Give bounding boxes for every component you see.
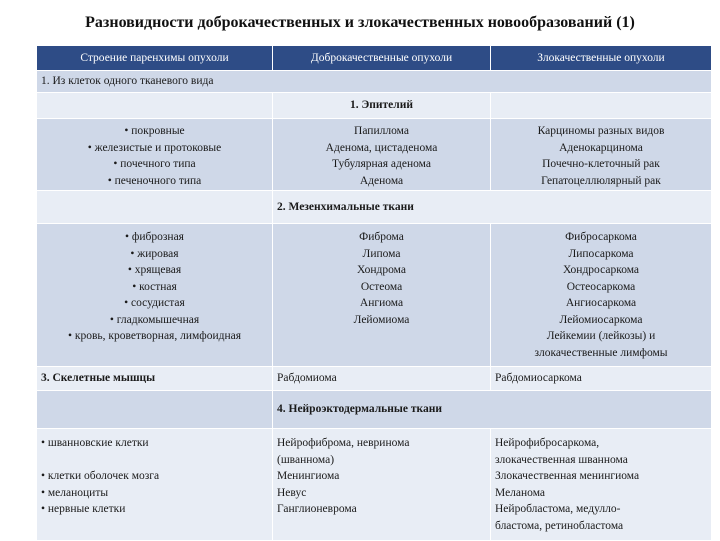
list-item: Ганглионеврома [277,503,357,515]
epithelium-benign [273,119,491,191]
skeletal-type: 3. Скелетные мышцы [37,367,273,391]
list-item: Карциномы разных видов [537,125,665,137]
page-title: Разновидности доброкачественных и злокачественных новообразований (1) [85,14,635,31]
table-row [37,367,712,391]
table-header [37,46,712,71]
list-item: Аденокарцинома [559,141,643,154]
list-item: Фиброма [359,231,404,243]
header-benign: Доброкачественные опухоли [273,46,491,71]
group-one-label: 1. Из клеток одного тканевого вида [37,71,712,93]
table-row [37,119,712,191]
list-item: Лейомиома [353,313,410,326]
list-item: • фиброзная [125,231,184,243]
skeletal-benign: Рабдомиома [273,367,491,391]
list-item: Остеосаркома [566,280,636,293]
list-item: • покровные [124,125,185,137]
header-structure: Строение паренхимы опухоли [37,46,273,71]
section-spacer [491,93,712,119]
list-item: Менингиома [277,470,340,482]
list-item: • клетки оболочек мозга [41,470,160,482]
mesenchymal-types [37,224,273,367]
list-item: • нервные клетки [41,503,126,515]
list-item: Лейомиосаркома [559,313,643,326]
list-item: • шванновские клетки [41,437,149,449]
list-item: • сосудистая [124,297,185,309]
list-item: Хондросаркома [562,264,640,276]
list-item: Папиллома [354,125,409,137]
list-item: Лейкемии (лейкозы) и [546,330,656,342]
list-item: Нейробластома, медулло- [495,503,621,515]
section-neuro: 4. Нейроэктодермальные ткани [273,391,712,429]
list-item: • печеночного типа [107,174,202,187]
list-item: • жировая [130,247,179,260]
section-row [37,191,712,224]
tumor-table [36,45,712,541]
neuro-benign [273,429,491,541]
list-item: Липома [362,247,401,260]
list-item: Хондрома [357,264,406,276]
table-row [37,224,712,367]
list-item: Фибросаркома [565,231,637,243]
list-item: Аденома [359,174,404,187]
section-mesenchymal: 2. Мезенхимальные ткани [273,191,712,224]
list-item: бластома, ретинобластома [495,519,624,532]
list-item: злокачественные лимфомы [534,346,668,359]
neuro-malignant [491,429,712,541]
group-row [37,71,712,93]
list-item: • гладкомышечная [109,313,200,326]
skeletal-malignant: Рабдомиосаркома [491,367,712,391]
list-item: Нейрофибросаркома, [495,437,600,449]
mesenchymal-benign [273,224,491,367]
list-item: Злокачественная менингиома [495,470,640,482]
section-row [37,93,712,119]
list-item: Меланома [495,486,546,499]
list-item: • почечного типа [113,158,196,170]
list-item: Ангиосаркома [565,297,637,309]
section-epithelium: 1. Эпителий [273,93,491,119]
list-item: • железистые и протоковые [87,141,222,154]
list-item: • кровь, кроветворная, лимфоидная [67,330,242,342]
list-item: Нейрофиброма, невринома [277,437,410,449]
section-spacer [37,391,273,429]
list-item: Невус [277,486,307,499]
table-row [37,429,712,541]
list-item: Ангиома [359,297,404,309]
section-row [37,391,712,429]
mesenchymal-malignant [491,224,712,367]
list-item: злокачественная шваннома [495,453,628,466]
section-spacer [37,93,273,119]
epithelium-malignant [491,119,712,191]
list-item: Почечно-клеточный рак [542,158,660,170]
list-item: • костная [132,280,177,293]
header-malignant: Злокачественные опухоли [491,46,712,71]
list-item [41,452,268,469]
list-item: (шваннома) [277,453,335,466]
list-item: Липосаркома [568,247,634,260]
list-item: Аденома, цистаденома [325,141,438,154]
list-item: Гепатоцеллюлярный рак [541,174,661,187]
neuro-types [37,429,273,541]
list-item: Остеома [360,280,403,293]
list-item: • меланоциты [41,486,109,499]
list-item: Тубулярная аденома [332,158,431,170]
list-item: • хрящевая [127,264,182,276]
epithelium-types [37,119,273,191]
section-spacer [37,191,273,224]
